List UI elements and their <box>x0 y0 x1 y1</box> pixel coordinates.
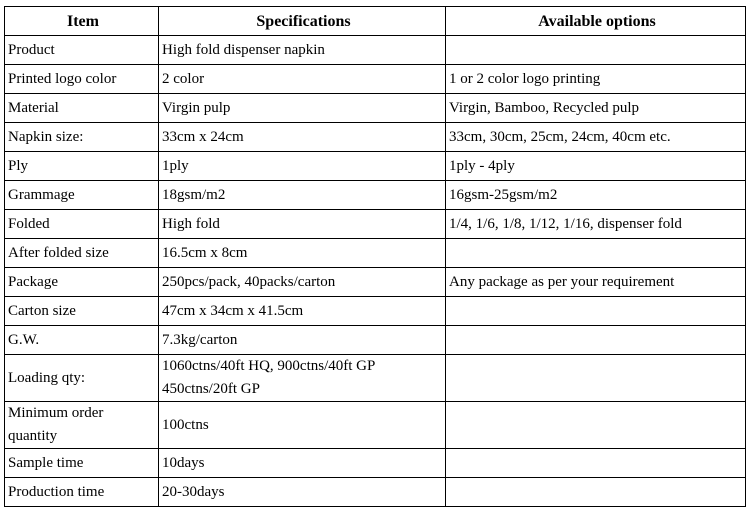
row-spec: 250pcs/pack, 40packs/carton <box>159 268 446 297</box>
row-item: Sample time <box>5 449 159 478</box>
table-row <box>5 297 746 326</box>
row-options <box>446 402 746 449</box>
row-spec: 100ctns <box>159 402 446 449</box>
table-row <box>5 355 746 402</box>
row-spec-line: 1060ctns/40ft HQ, 900ctns/40ft GP <box>162 358 376 374</box>
row-spec: 33cm x 24cm <box>159 123 446 152</box>
row-spec: 20-30days <box>159 478 446 507</box>
table-row <box>5 239 746 268</box>
row-spec: 16.5cm x 8cm <box>159 239 446 268</box>
header-available-options: Available options <box>446 7 746 36</box>
row-options: Any package as per your requirement <box>446 268 746 297</box>
row-item: Loading qty: <box>5 355 159 402</box>
row-options <box>446 449 746 478</box>
row-options: Virgin, Bamboo, Recycled pulp <box>446 94 746 123</box>
row-options <box>446 326 746 355</box>
spec-table-container <box>4 6 745 507</box>
row-spec: High fold dispenser napkin <box>159 36 446 65</box>
table-row <box>5 210 746 239</box>
row-item <box>5 402 159 449</box>
row-options <box>446 478 746 507</box>
table-row <box>5 94 746 123</box>
row-spec: Virgin pulp <box>159 94 446 123</box>
table-row <box>5 449 746 478</box>
row-item-line: Minimum order <box>8 405 104 421</box>
row-spec <box>159 355 446 402</box>
row-options: 1/4, 1/6, 1/8, 1/12, 1/16, dispenser fold <box>446 210 746 239</box>
table-row <box>5 152 746 181</box>
row-item: After folded size <box>5 239 159 268</box>
row-item: Grammage <box>5 181 159 210</box>
row-spec: High fold <box>159 210 446 239</box>
row-item: Carton size <box>5 297 159 326</box>
spec-table <box>4 6 746 507</box>
row-item: Package <box>5 268 159 297</box>
header-item: Item <box>5 7 159 36</box>
row-spec: 2 color <box>159 65 446 94</box>
table-row <box>5 123 746 152</box>
row-options <box>446 36 746 65</box>
row-spec: 47cm x 34cm x 41.5cm <box>159 297 446 326</box>
row-item: Napkin size: <box>5 123 159 152</box>
row-spec: 1ply <box>159 152 446 181</box>
table-row <box>5 181 746 210</box>
table-header-row <box>5 7 746 36</box>
row-item-line: quantity <box>8 428 58 444</box>
row-options <box>446 239 746 268</box>
table-row <box>5 268 746 297</box>
row-item: Ply <box>5 152 159 181</box>
row-options: 16gsm-25gsm/m2 <box>446 181 746 210</box>
row-item: Product <box>5 36 159 65</box>
row-options: 1 or 2 color logo printing <box>446 65 746 94</box>
table-row <box>5 478 746 507</box>
row-item: Production time <box>5 478 159 507</box>
row-item: Folded <box>5 210 159 239</box>
row-spec-line: 450ctns/20ft GP <box>162 381 260 397</box>
row-options <box>446 355 746 402</box>
row-item: G.W. <box>5 326 159 355</box>
table-row <box>5 65 746 94</box>
header-specifications: Specifications <box>159 7 446 36</box>
row-options: 33cm, 30cm, 25cm, 24cm, 40cm etc. <box>446 123 746 152</box>
row-spec: 7.3kg/carton <box>159 326 446 355</box>
row-item: Material <box>5 94 159 123</box>
row-spec: 18gsm/m2 <box>159 181 446 210</box>
table-row <box>5 326 746 355</box>
table-row <box>5 402 746 449</box>
row-spec: 10days <box>159 449 446 478</box>
row-options <box>446 297 746 326</box>
row-item: Printed logo color <box>5 65 159 94</box>
row-options: 1ply - 4ply <box>446 152 746 181</box>
table-row <box>5 36 746 65</box>
